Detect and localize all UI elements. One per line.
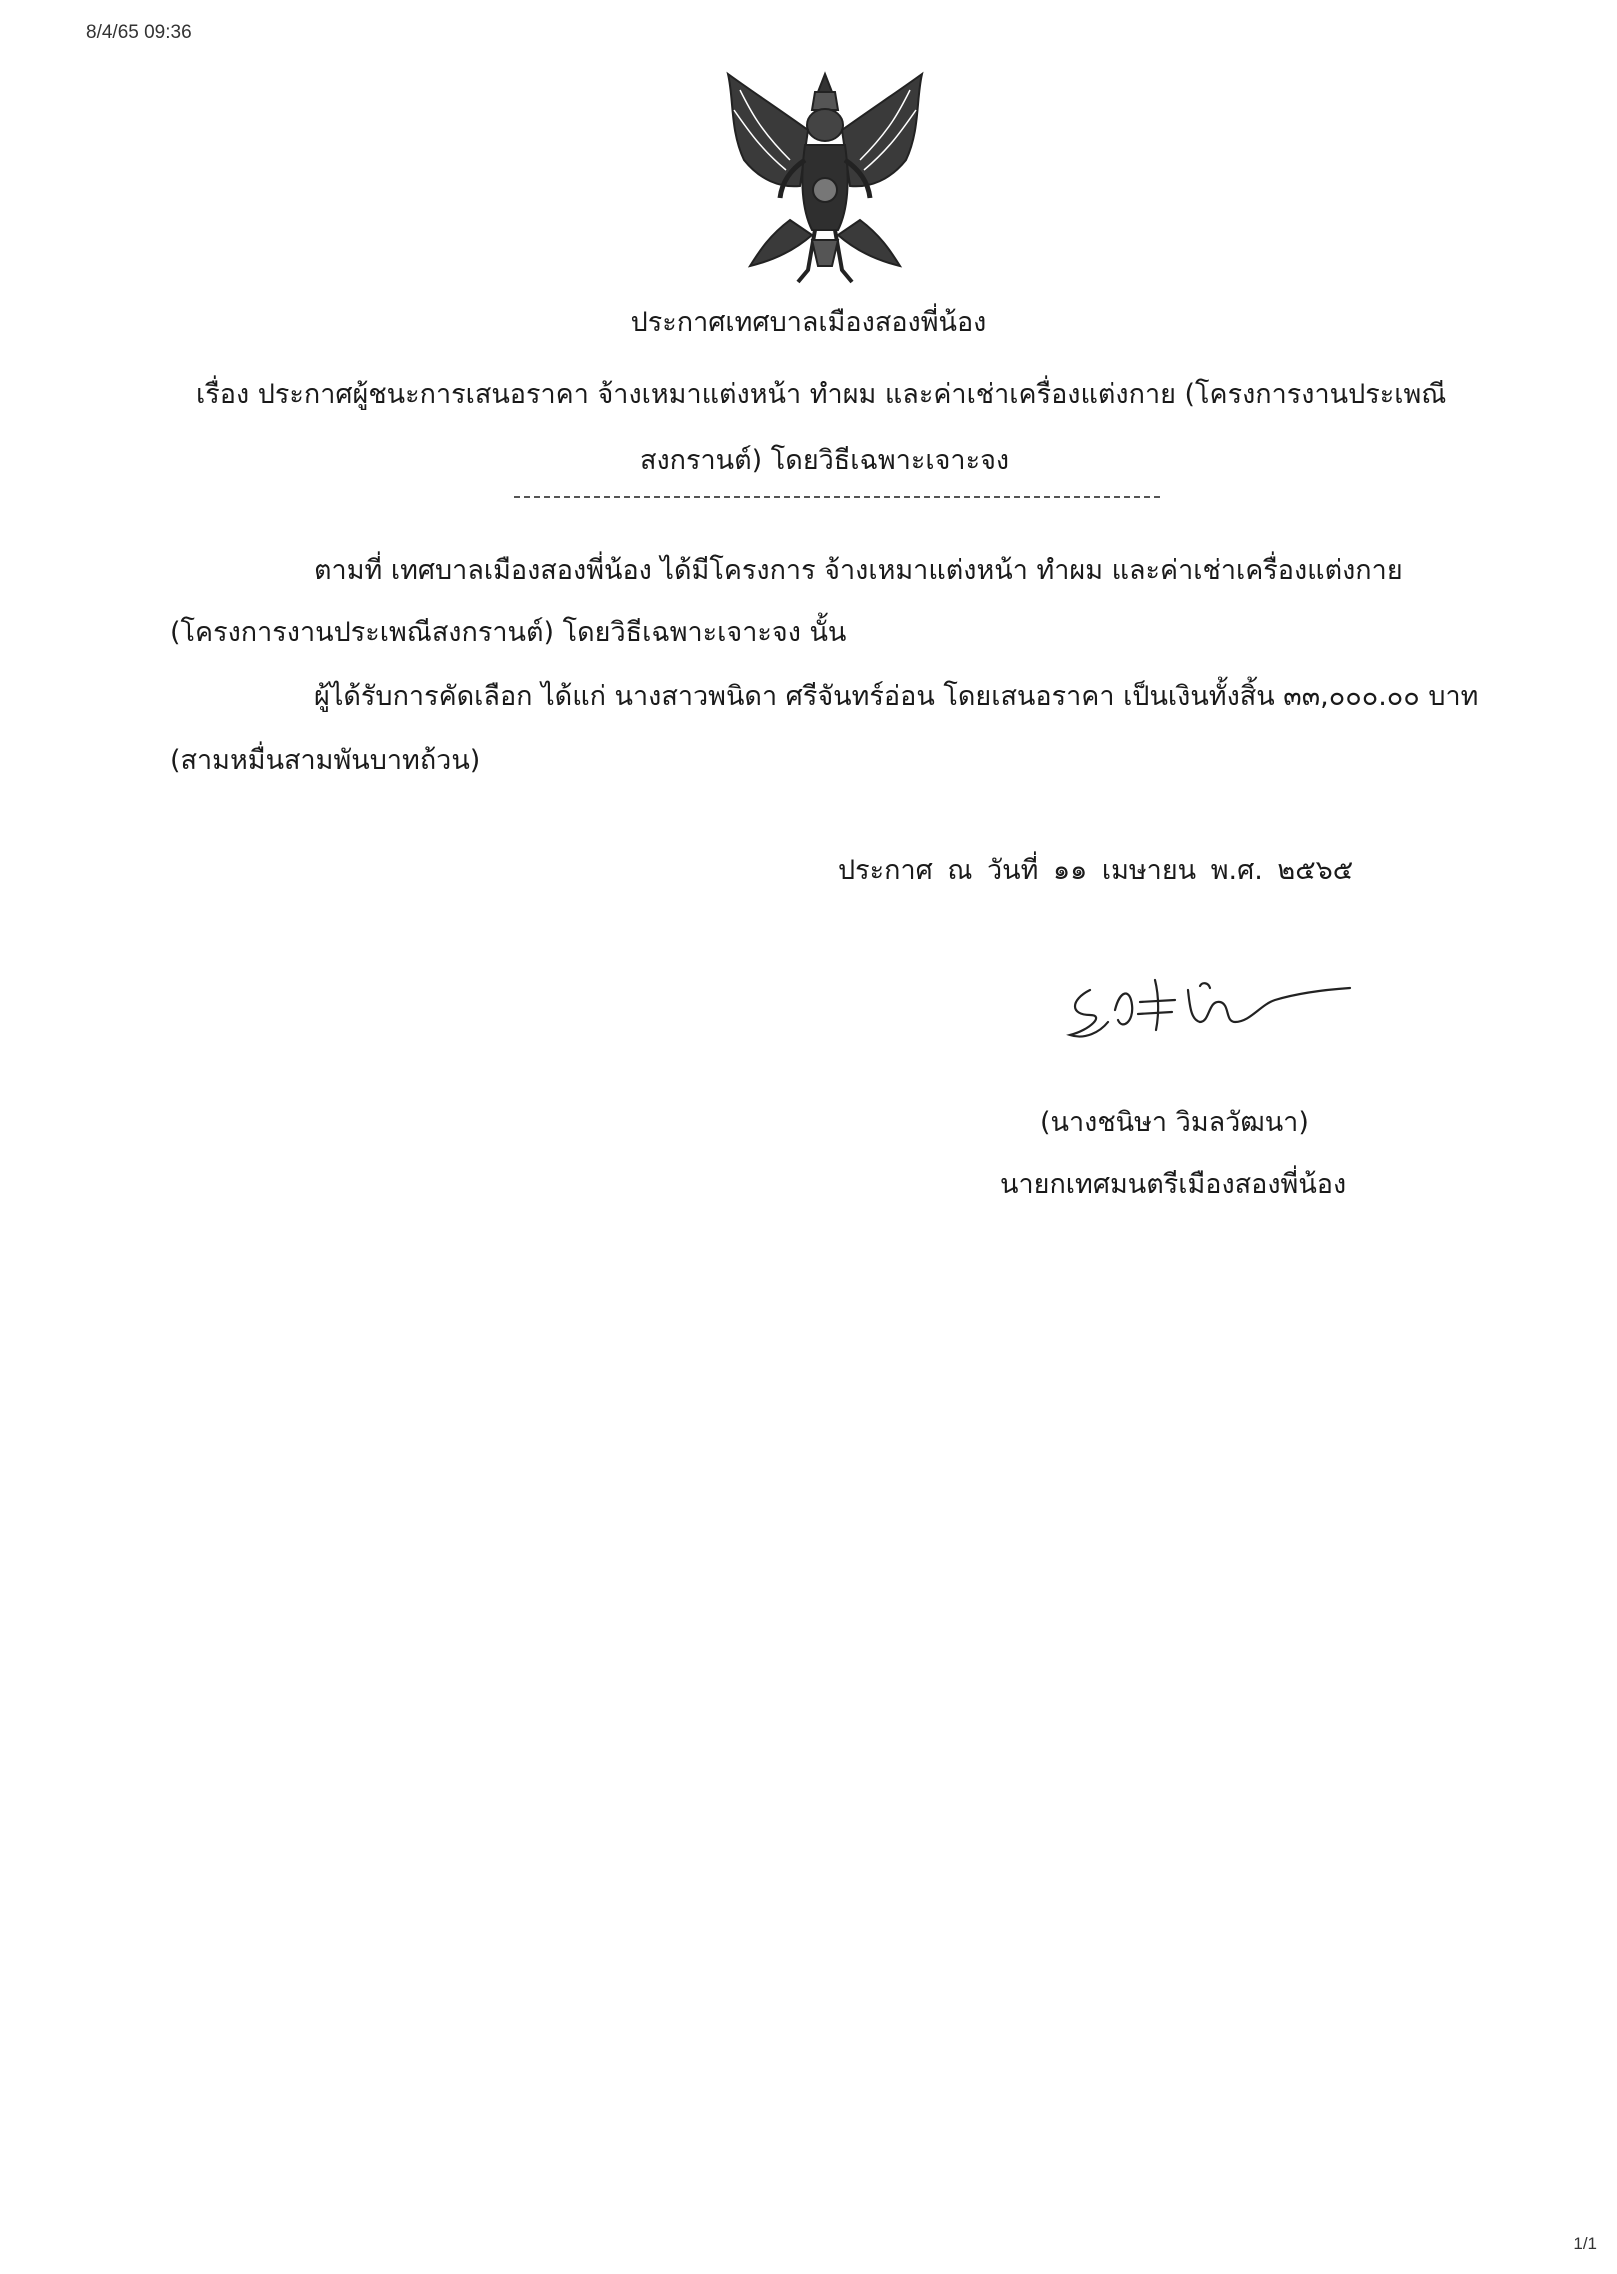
subject-line-1: เรื่อง ประกาศผู้ชนะการเสนอราคา จ้างเหมาแต่งหน้า ทำผม และค่าเช่าเครื่องแต่งกาย (โครงการงานประเพณี [196,379,1447,410]
signatory-position: นายกเทศมนตรีเมืองสองพี่น้อง [1000,1169,1347,1200]
subject-line-2: สงกรานต์) โดยวิธีเฉพาะเจาะจง [640,445,1010,476]
garuda-emblem-icon [720,70,930,290]
print-timestamp: 8/4/65 09:36 [86,22,192,43]
announcement-date: ประกาศ ณ วันที่ ๑๑ เมษายน พ.ศ. ๒๕๖๕ [838,855,1354,886]
handwritten-signature [1060,960,1360,1050]
page-number: 1/1 [1573,2234,1597,2253]
signatory-name: (นางชนิษา วิมลวัฒนา) [1040,1107,1309,1138]
announcement-title: ประกาศเทศบาลเมืองสองพี่น้อง [630,307,987,338]
paragraph-2-line-2: (สามหมื่นสามพันบาทถ้วน) [170,745,481,776]
announcement-subject [196,362,1496,494]
paragraph-1-line-1: ตามที่ เทศบาลเมืองสองพี่น้อง ได้มีโครงการ จ้างเหมาแต่งหน้า ทำผม และค่าเช่าเครื่องแต่งกาย [314,555,1403,586]
dashed-divider [514,496,1160,498]
paragraph-1-line-2: (โครงการงานประเพณีสงกรานต์) โดยวิธีเฉพาะเจาะจง นั้น [170,617,847,648]
paragraph-2-line-1: ผู้ได้รับการคัดเลือก ได้แก่ นางสาวพนิดา ศรีจันทร์อ่อน โดยเสนอราคา เป็นเงินทั้งสิ้น ๓๓,๐๐๐.๐๐ บาท [314,681,1479,712]
